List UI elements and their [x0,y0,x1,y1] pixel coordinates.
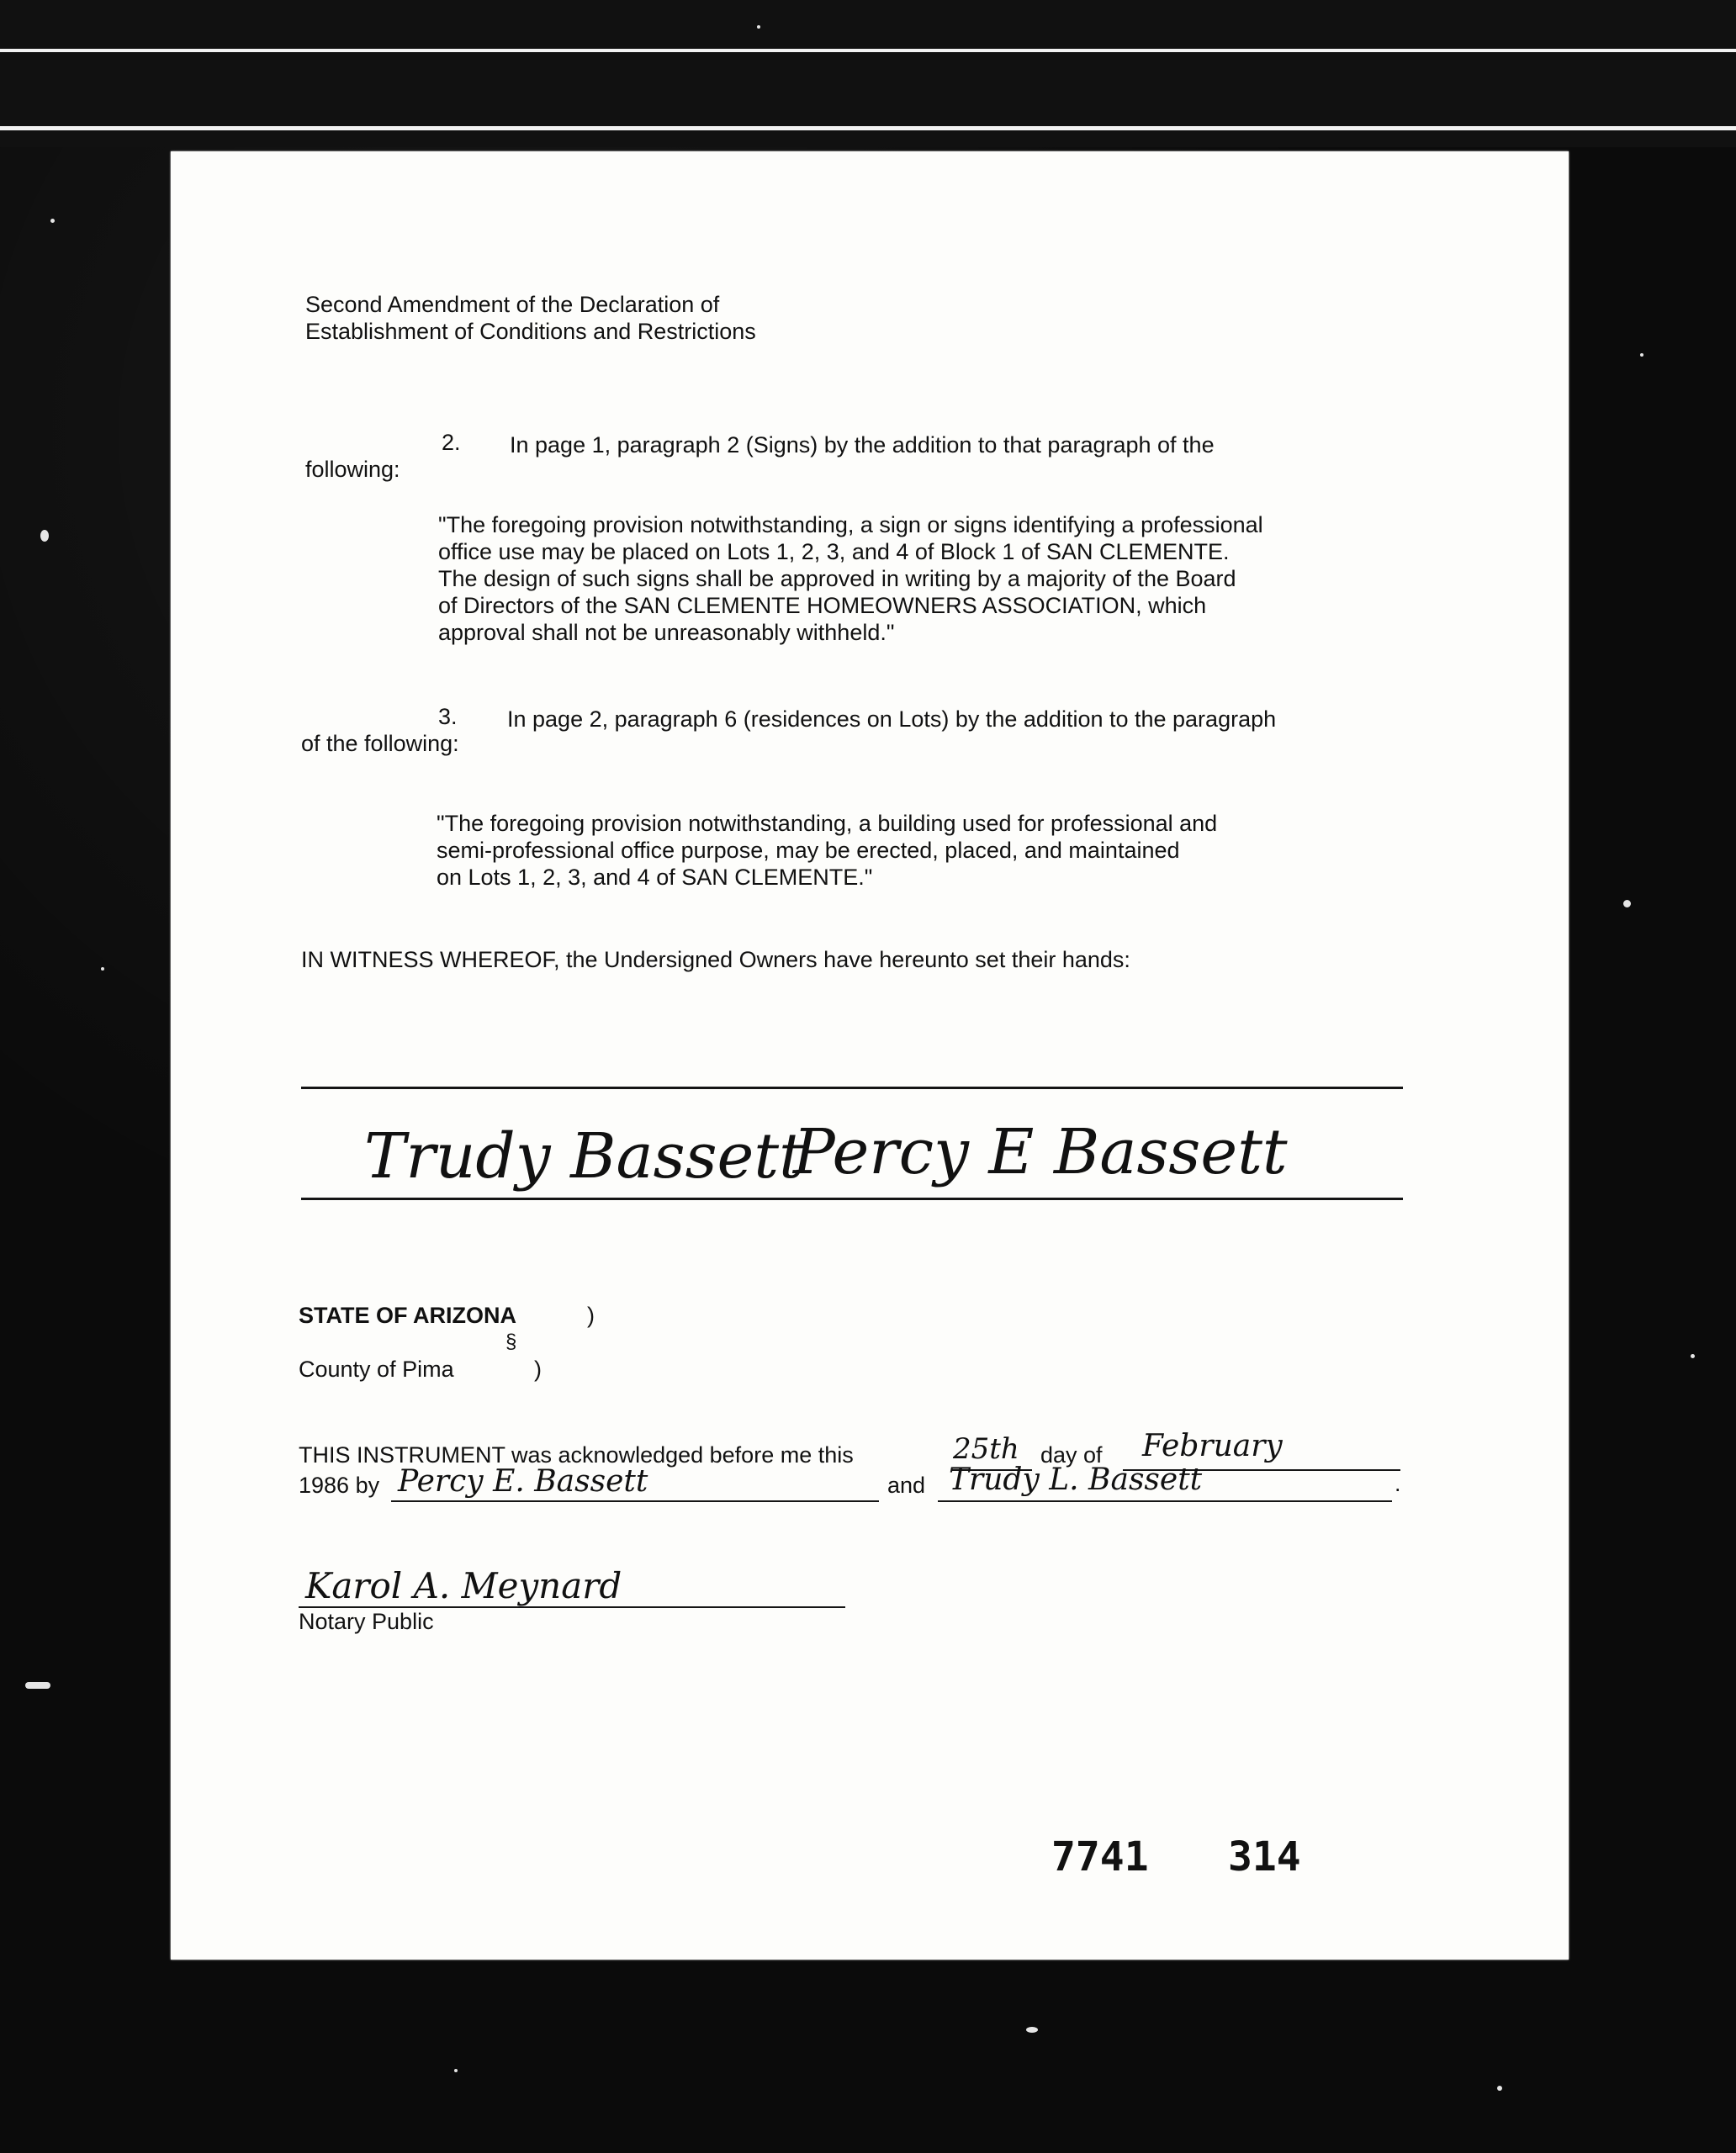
witness-clause: IN WITNESS WHEREOF, the Undersigned Owners have hereunto set their hands: [301,947,1130,972]
item-3-number: 3. [438,704,458,729]
notary-signature: Karol A. Meynard [305,1565,622,1606]
scan-top-band [0,0,1736,147]
acknowledgment-year-by: 1986 by [299,1473,380,1498]
item-2-quote-line: office use may be placed on Lots 1, 2, 3, and 4 of Block 1 of SAN CLEMENTE. [438,539,1230,564]
scan-speck [40,530,49,542]
document-page [171,151,1569,1960]
scan-speck [757,25,760,29]
acknowledgment-period: . [1395,1471,1401,1496]
venue-section-mark: § [505,1330,517,1353]
venue-state: STATE OF ARIZONA [299,1303,516,1328]
acknowledgment-name-1: Percy E. Bassett [398,1464,648,1499]
acknowledgment-name-2: Trudy L. Bassett [949,1463,1203,1497]
item-2-quote-line: approval shall not be unreasonably withheld." [438,620,895,645]
item-2-number: 2. [442,430,461,455]
item-3-quote-line: semi-professional office purpose, may be erected, placed, and maintained [437,838,1180,863]
item-3-quote-line: on Lots 1, 2, 3, and 4 of SAN CLEMENTE." [437,865,873,890]
owner-signature-2: Percy E Bassett [793,1116,1288,1188]
item-2-text-continued: following: [305,457,400,482]
notary-label: Notary Public [299,1609,434,1634]
document-title-line-1: Second Amendment of the Declaration of [305,292,720,317]
venue-county-paren: ) [534,1357,542,1382]
scan-speck [1623,900,1631,907]
acknowledgment-name-2-line [938,1500,1392,1502]
scan-speck [1497,2086,1502,2091]
venue-state-paren: ) [587,1303,595,1328]
signature-line [301,1087,1403,1089]
owner-signature-1: Trudy Bassett [364,1120,804,1193]
scan-speck [1026,2027,1038,2033]
item-2-text: In page 1, paragraph 2 (Signs) by the addition to that paragraph of the [510,432,1215,458]
scan-speck [1640,353,1643,357]
page-number: 314 [1228,1833,1301,1881]
scan-rule-line [0,49,1736,52]
scan-speck [1691,1354,1695,1358]
acknowledgment-and: and [887,1473,926,1498]
item-3-text-continued: of the following: [301,731,459,756]
scan-speck [50,219,55,223]
docket-number: 7741 [1051,1833,1149,1881]
acknowledgment-day-of: day of [1040,1442,1103,1468]
scan-speck [101,967,104,971]
item-3-text: In page 2, paragraph 6 (residences on Lots) by the addition to the paragraph [507,706,1277,732]
item-3-quote-line: "The foregoing provision notwithstanding, a building used for professional and [437,811,1218,836]
signature-line [301,1198,1403,1200]
venue-county: County of Pima [299,1357,454,1382]
scan-rule-line [0,126,1736,130]
acknowledgment-name-1-line [391,1500,879,1502]
item-2-quote-line: "The foregoing provision notwithstanding, a sign or signs identifying a professional [438,512,1263,537]
scan-speck [25,1682,50,1689]
acknowledgment-text: THIS INSTRUMENT was acknowledged before me this [299,1442,854,1468]
item-2-quote-line: The design of such signs shall be approved in writing by a majority of the Board [438,566,1236,591]
acknowledgment-day: 25th [953,1432,1019,1466]
document-title-line-2: Establishment of Conditions and Restrictions [305,319,756,344]
item-2-quote-line: of Directors of the SAN CLEMENTE HOMEOWNERS ASSOCIATION, which [438,593,1207,618]
acknowledgment-month: February [1142,1429,1283,1463]
scan-speck [454,2069,458,2072]
